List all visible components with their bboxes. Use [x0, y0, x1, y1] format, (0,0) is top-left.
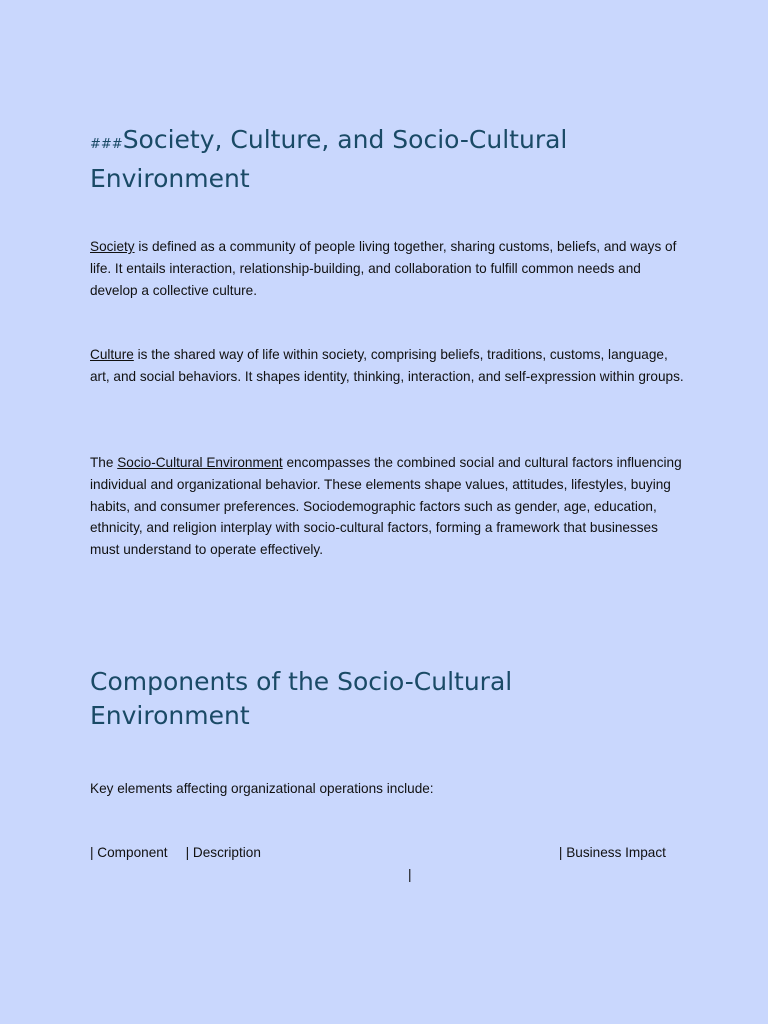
paragraph-culture: [90, 344, 686, 388]
term-society: Society: [90, 239, 135, 254]
paragraph-society: [90, 236, 686, 301]
markdown-table-header: [90, 842, 686, 886]
section-heading-society-culture: [90, 123, 650, 196]
section-heading-components: Components of the Socio-Cultural Environment: [90, 667, 513, 730]
paragraph-culture-text: is the shared way of life within society, comprising beliefs, traditions, customs, language, art, and social behaviors. It shapes identity, thinking, interaction, and self-expression within groups.: [90, 347, 684, 384]
paragraph-env-lead: The: [90, 455, 118, 470]
table-row-end: |: [408, 866, 412, 882]
table-col-business-impact: | Business Impact: [558, 845, 666, 860]
table-col-component: | Component: [90, 845, 168, 860]
table-col-description: | Description: [185, 845, 261, 860]
term-socio-cultural-environment: Socio-Cultural Environment: [117, 455, 283, 470]
paragraph-society-text: is defined as a community of people living together, sharing customs, beliefs, and ways of life. It entails interaction, relationship-building, and collaboration to fulfill common needs and develop a collective culture.: [90, 239, 677, 298]
paragraph-socio-cultural-environment: [90, 452, 686, 561]
section-heading-text: Society, Culture, and Socio-Cultural Environment: [90, 125, 568, 193]
paragraph-components-intro: Key elements affecting organizational operations include:: [90, 781, 434, 796]
markdown-hashes: ###: [90, 137, 123, 152]
term-culture: Culture: [90, 347, 134, 362]
paragraph-env-text: encompasses the combined social and cultural factors influencing individual and organizational behavior. These elements shape values, attitudes, lifestyles, buying habits, and consumer preferences. Sociodemographic factors such as gender, age, education, ethnicity, and religion interplay with socio-cultural factors, forming a framework that businesses must understand to operate effectively.: [90, 455, 682, 558]
